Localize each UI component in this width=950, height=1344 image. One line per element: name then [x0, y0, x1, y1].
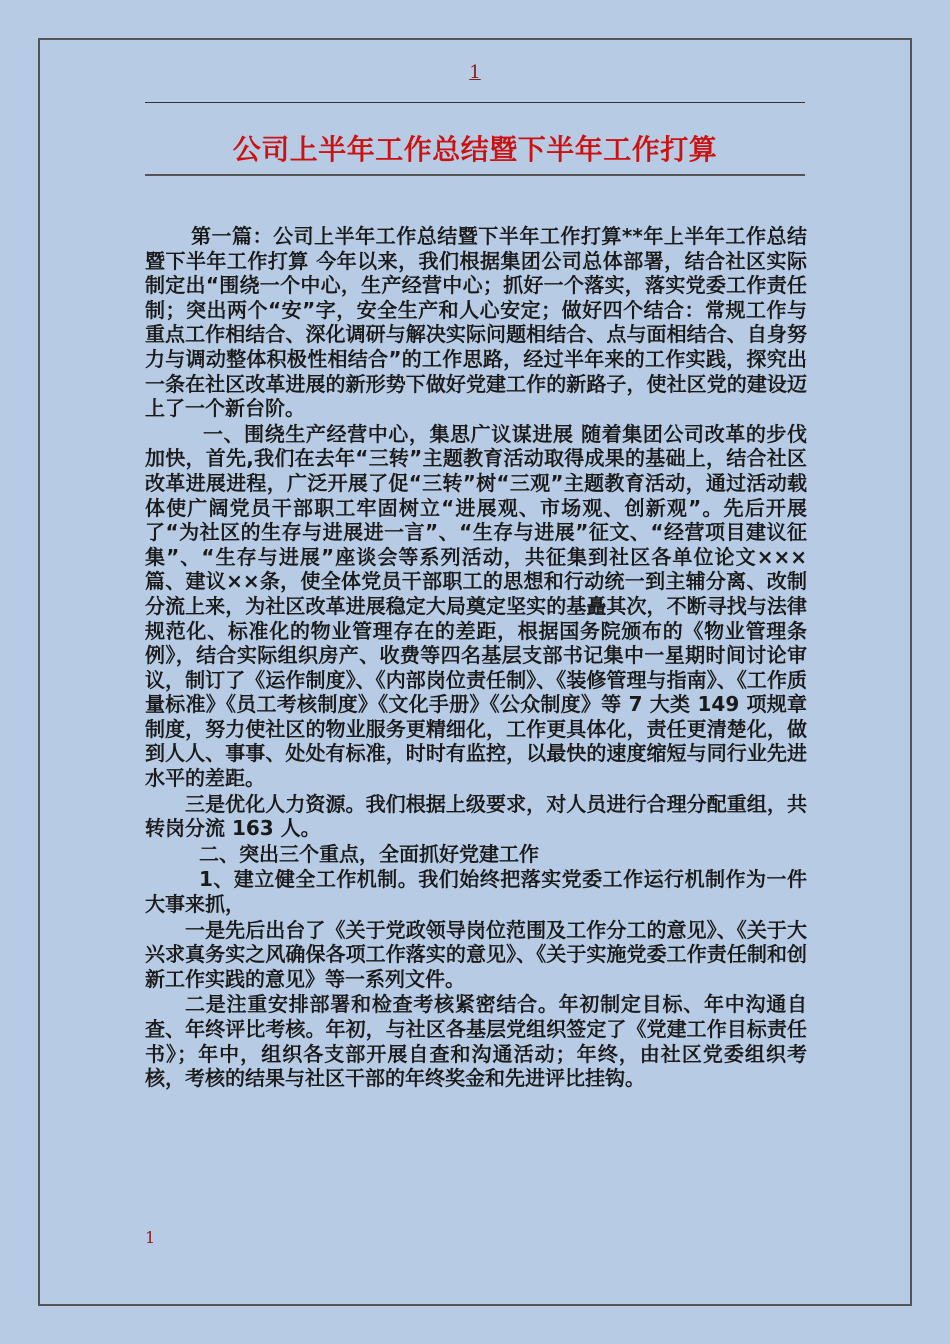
- document-body: [145, 224, 807, 1092]
- paragraph: 二是注重安排部署和检查考核紧密结合。年初制定目标、年中沟通自查、年终评比考核。年初，与社区各基层党组织签定了《党建工作目标责任书》；年中，组织各支部开展自查和沟通活动；年终，由社区党委组织考核，考核的结果与社区干部的年终奖金和先进评比挂钩。: [145, 992, 807, 1091]
- paragraph: 第一篇：公司上半年工作总结暨下半年工作打算**年上半年工作总结暨下半年工作打算 今年以来，我们根据集团公司总体部署，结合社区实际制定出“围绕一个中心，生产经营中心；抓好一个落实，落实党委工作责任制；突出两个“安”字，安全生产和人心安定；做好四个结合：常规工作与重点工作相结合、深化调研与解决实际问题相结合、点与面相结合、自身努力与调动整体积极性相结合”的工作思路，经过半年来的工作实践，探究出一条在社区改革进展的新形势下做好党建工作的新路子，使社区党的建设迈上了一个新台阶。: [145, 224, 807, 421]
- paragraph: 一是先后出台了《关于党政领导岗位范围及工作分工的意见》、《关于大兴求真务实之风确保各项工作落实的意见》、《关于实施党委工作责任制和创新工作实践的意见》等一系列文件。: [145, 917, 807, 991]
- header-page-number: 1: [469, 62, 481, 83]
- paragraph: 一、围绕生产经营中心，集思广议谋进展 随着集团公司改革的步伐加快，首先,我们在去年“三转”主题教育活动取得成果的基础上，结合社区改革进展进程，广泛开展了促“三转”树“三观”主题教育活动，通过活动载体使广阔党员干部职工牢固树立“进展观、市场观、创新观”。先后开展了“为社区的生存与进展进一言”、“生存与进展”征文、“经营项目建议征集”、“生存与进展”座谈会等系列活动，共征集到社区各单位论文×××篇、建议××条，使全体党员干部职工的思想和行动统一到主辅分离、改制分流上来，为社区改革进展稳定大局奠定坚实的基矗其次，不断寻找与法律规范化、标准化的物业管理存在的差距，根据国务院颁布的《物业管理条例》，结合实际组织房产、收费等四名基层支部书记集中一星期时间讨论审议，制订了《运作制度》、《内部岗位责任制》、《装修管理与指南》、《工作质量标准》《员工考核制度》《文化手册》《公众制度》等 7 大类 149 项规章制度，努力使社区的物业服务更精细化，工作更具体化，责任更清楚化，做到人人、事事、处处有标准，时时有监控，以最快的速度缩短与同行业先进水平的差距。: [145, 421, 807, 791]
- paragraph: 三是优化人力资源。我们根据上级要求，对人员进行合理分配重组，共转岗分流 163 人。: [145, 791, 807, 841]
- section-heading: 二、突出三个重点，全面抓好党建工作: [199, 841, 539, 866]
- header-divider: [145, 102, 805, 103]
- paragraph: 1、建立健全工作机制。我们始终把落实党委工作运行机制作为一件大事来抓，: [145, 867, 807, 917]
- footer-page-number: 1: [145, 1228, 156, 1247]
- title-divider: [145, 174, 805, 176]
- document-title: 公司上半年工作总结暨下半年工作打算: [232, 133, 718, 166]
